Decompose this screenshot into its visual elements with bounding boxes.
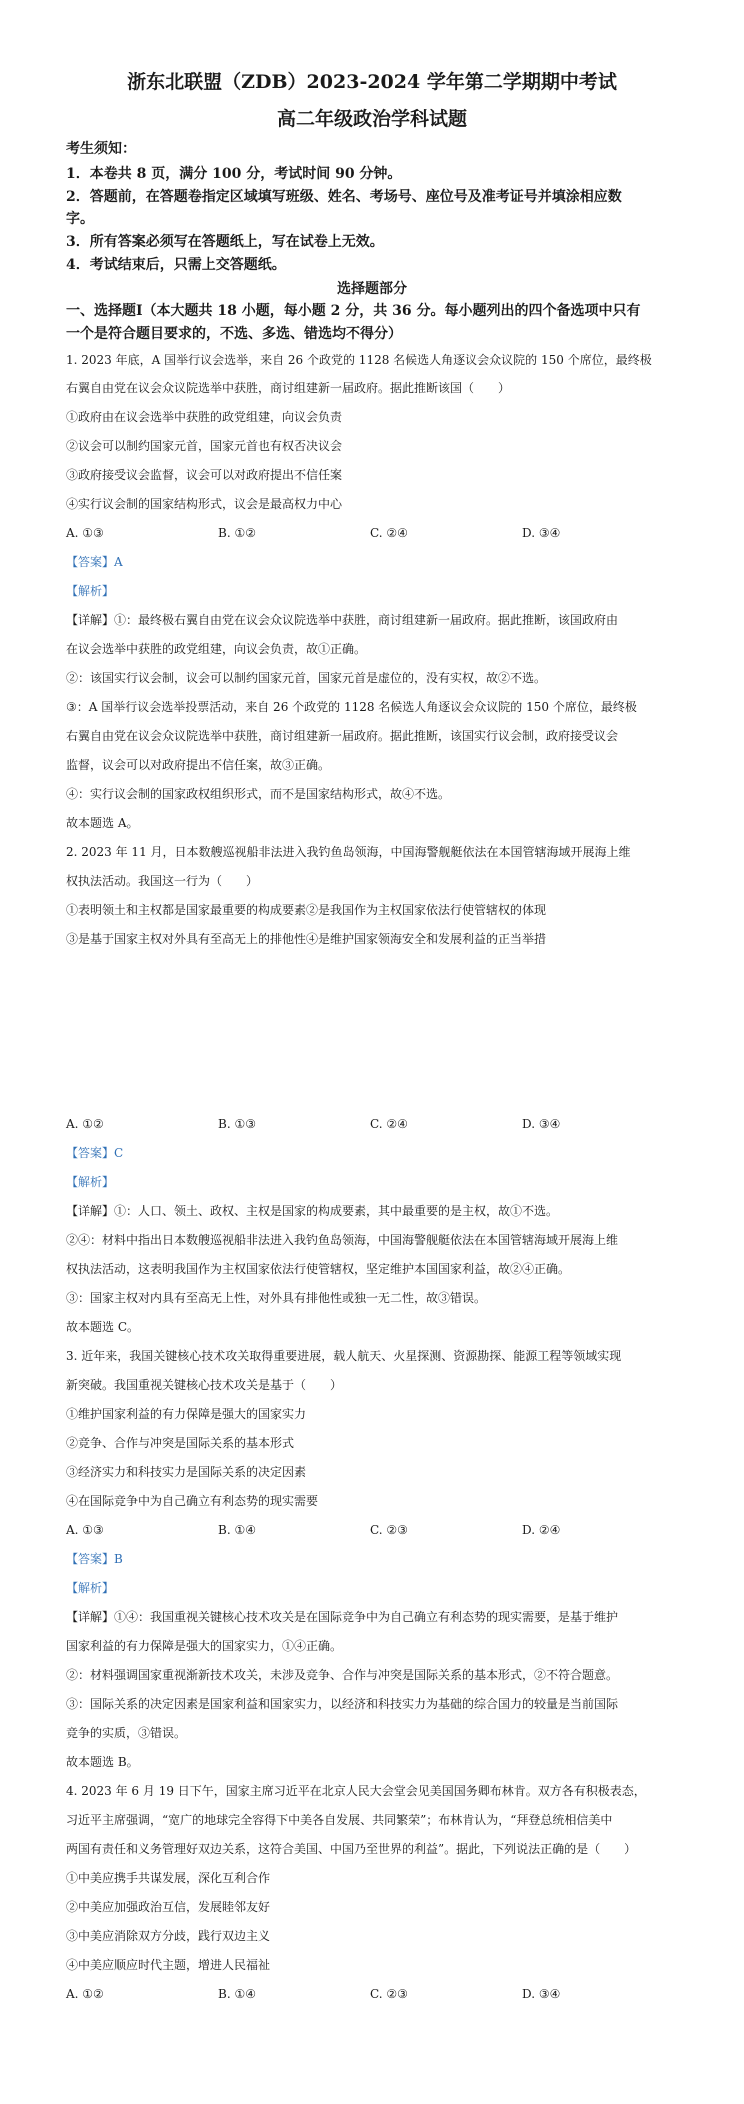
q2-detail-2: ②④：材料中指出日本数艘巡视船非法进入我钓鱼岛领海，中国海警舰艇依法在本国管辖海域开展海上维 <box>66 1233 619 1247</box>
q1-detail-4: ③：A 国举行议会选举投票活动，来自 26 个政党的 1128 名候选人角逐议会众议院的 150 个席位，最终极 <box>66 700 637 714</box>
q1-stem-2: 右翼自由党在议会众议院选举中获胜，商讨组建新一届政府。据此推断该国（ ） <box>66 381 511 395</box>
q2-option-a: A. ①② <box>66 1117 104 1131</box>
q3-analysis-label: 【解析】 <box>66 1581 115 1595</box>
q3-answer: 【答案】B <box>66 1552 123 1566</box>
q1-option-a: A. ①③ <box>66 526 104 540</box>
q3-stem-1: 3. 近年来，我国关键核心技术攻关取得重要进展，载人航天、火星探测、资源勘探、能源工程等领域实现 <box>66 1349 622 1363</box>
q3-conclusion: 故本题选 B。 <box>66 1755 139 1769</box>
q1-detail-6: 监督，议会可以对政府提出不信任案，故③正确。 <box>66 758 331 772</box>
q3-detail-2: 国家利益的有力保障是强大的国家实力，①④正确。 <box>66 1639 343 1653</box>
q1-statement-3: ③政府接受议会监督，议会可以对政府提出不信任案 <box>66 468 343 482</box>
notice-item-4: 4．考试结束后，只需上交答题纸。 <box>66 257 286 273</box>
q2-stem-2: 权执法活动。我国这一行为（ ） <box>66 874 259 888</box>
notice-item-2: 2．答题前，在答题卷指定区域填写班级、姓名、考场号、座位号及准考证号并填涂相应数 <box>66 189 622 205</box>
q4-stem-3: 两国有责任和义务管理好双边关系，这符合美国、中国乃至世界的利益”。据此，下列说法正确的是（ ） <box>66 1842 637 1856</box>
q3-statement-2: ②竞争、合作与冲突是国际关系的基本形式 <box>66 1436 295 1450</box>
q1-detail-3: ②：该国实行议会制，议会可以制约国家元首，国家元首是虚位的，没有实权，故②不选。 <box>66 671 547 685</box>
q2-statement-2: ③是基于国家主权对外具有至高无上的排他性④是维护国家领海安全和发展利益的正当举措 <box>66 932 547 946</box>
q3-detail-1: 【详解】①④：我国重视关键核心技术攻关是在国际竞争中为自己确立有利态势的现实需要，是基于维护 <box>66 1610 619 1624</box>
q3-option-b: B. ①④ <box>218 1523 256 1537</box>
q3-option-c: C. ②③ <box>370 1523 408 1537</box>
q3-option-a: A. ①③ <box>66 1523 104 1537</box>
exam-subtitle: 高二年级政治学科试题 <box>276 108 467 130</box>
q4-option-b: B. ①④ <box>218 1987 256 2001</box>
q4-option-c: C. ②③ <box>370 1987 408 2001</box>
q3-detail-3: ②：材料强调国家重视渐新技术攻关，未涉及竞争、合作与冲突是国际关系的基本形式，②不符合题意。 <box>66 1668 619 1682</box>
q2-detail-4: ③：国家主权对内具有至高无上性，对外具有排他性或独一无二性，故③错误。 <box>66 1291 487 1305</box>
notice-item-2-cont: 字。 <box>66 211 94 227</box>
q1-option-b: B. ①② <box>218 526 256 540</box>
q2-stem-1: 2. 2023 年 11 月，日本数艘巡视船非法进入我钓鱼岛领海，中国海警舰艇依法在本国管辖海域开展海上维 <box>66 845 631 859</box>
section-title: 选择题部分 <box>337 281 407 297</box>
q3-statement-4: ④在国际竞争中为自己确立有利态势的现实需要 <box>66 1494 319 1508</box>
q2-statement-1: ①表明领土和主权都是国家最重要的构成要素②是我国作为主权国家依法行使管辖权的体现 <box>66 903 547 917</box>
notice-item-3: 3．所有答案必须写在答题纸上，写在试卷上无效。 <box>66 234 384 250</box>
q2-option-c: C. ②④ <box>370 1117 408 1131</box>
notice-item-1: 1．本卷共 8 页，满分 100 分，考试时间 90 分钟。 <box>66 166 402 182</box>
q1-analysis-label: 【解析】 <box>66 584 115 598</box>
exam-title: 浙东北联盟（ZDB）2023-2024 学年第二学期期中考试 <box>127 71 617 93</box>
q3-stem-2: 新突破。我国重视关键核心技术攻关是基于（ ） <box>66 1378 343 1392</box>
q2-analysis-label: 【解析】 <box>66 1175 115 1189</box>
q2-detail-3: 权执法活动，这表明我国作为主权国家依法行使管辖权，坚定维护本国国家利益，故②④正确。 <box>66 1262 571 1276</box>
q1-option-c: C. ②④ <box>370 526 408 540</box>
q1-detail-1: 【详解】①：最终极右翼自由党在议会众议院选举中获胜，商讨组建新一届政府。据此推断，该国政府由 <box>66 613 619 627</box>
q1-detail-2: 在议会选举中获胜的政党组建，向议会负责，故①正确。 <box>66 642 367 656</box>
q2-option-d: D. ③④ <box>522 1117 561 1131</box>
section-instructions-1: 一、选择题Ⅰ（本大题共 18 小题，每小题 2 分，共 36 分。每小题列出的四个备选项中只有 <box>66 303 641 319</box>
q4-stem-2: 习近平主席强调，“宽广的地球完全容得下中美各自发展、共同繁荣”；布林肯认为，“拜登总统相信美中 <box>66 1813 613 1827</box>
q1-statement-4: ④实行议会制的国家结构形式，议会是最高权力中心 <box>66 497 343 511</box>
q3-statement-3: ③经济实力和科技实力是国际关系的决定因素 <box>66 1465 307 1479</box>
q4-option-d: D. ③④ <box>522 1987 561 2001</box>
q1-statement-2: ②议会可以制约国家元首，国家元首也有权否决议会 <box>66 439 343 453</box>
q3-statement-1: ①维护国家利益的有力保障是强大的国家实力 <box>66 1407 307 1421</box>
q4-statement-2: ②中美应加强政治互信，发展睦邻友好 <box>66 1900 271 1914</box>
notice-heading: 考生须知： <box>66 141 136 157</box>
q3-detail-4: ③：国际关系的决定因素是国家利益和国家实力，以经济和科技实力为基础的综合国力的较量是当前国际 <box>66 1697 619 1711</box>
q2-answer: 【答案】C <box>66 1146 124 1160</box>
q1-option-d: D. ③④ <box>522 526 561 540</box>
q4-statement-3: ③中美应消除双方分歧，践行双边主义 <box>66 1929 271 1943</box>
q1-detail-7: ④：实行议会制的国家政权组织形式，而不是国家结构形式，故④不选。 <box>66 787 451 801</box>
q3-detail-5: 竞争的实质，③错误。 <box>66 1726 187 1740</box>
q4-statement-4: ④中美应顺应时代主题，增进人民福祉 <box>66 1958 271 1972</box>
q1-statement-1: ①政府由在议会选举中获胜的政党组建，向议会负责 <box>66 410 343 424</box>
q1-conclusion: 故本题选 A。 <box>66 816 139 830</box>
q1-answer: 【答案】A <box>66 555 123 569</box>
q2-option-b: B. ①③ <box>218 1117 256 1131</box>
q1-stem-1: 1. 2023 年底，A 国举行议会选举，来自 26 个政党的 1128 名候选人角逐议会众议院的 150 个席位，最终极 <box>66 353 652 367</box>
q4-stem-1: 4. 2023 年 6 月 19 日下午，国家主席习近平在北京人民大会堂会见美国国务卿布林肯。双方各有积极表态， <box>66 1784 646 1798</box>
section-instructions-2: 一个是符合题目要求的，不选、多选、错选均不得分） <box>66 326 402 342</box>
q2-conclusion: 故本题选 C。 <box>66 1320 139 1334</box>
q2-detail-1: 【详解】①：人口、领土、政权、主权是国家的构成要素，其中最重要的是主权，故①不选。 <box>66 1204 559 1218</box>
q4-statement-1: ①中美应携手共谋发展，深化互利合作 <box>66 1871 271 1885</box>
q4-option-a: A. ①② <box>66 1987 104 2001</box>
q3-option-d: D. ②④ <box>522 1523 561 1537</box>
q1-detail-5: 右翼自由党在议会众议院选举中获胜，商讨组建新一届政府。据此推断，该国实行议会制，政府接受议会 <box>66 729 619 743</box>
